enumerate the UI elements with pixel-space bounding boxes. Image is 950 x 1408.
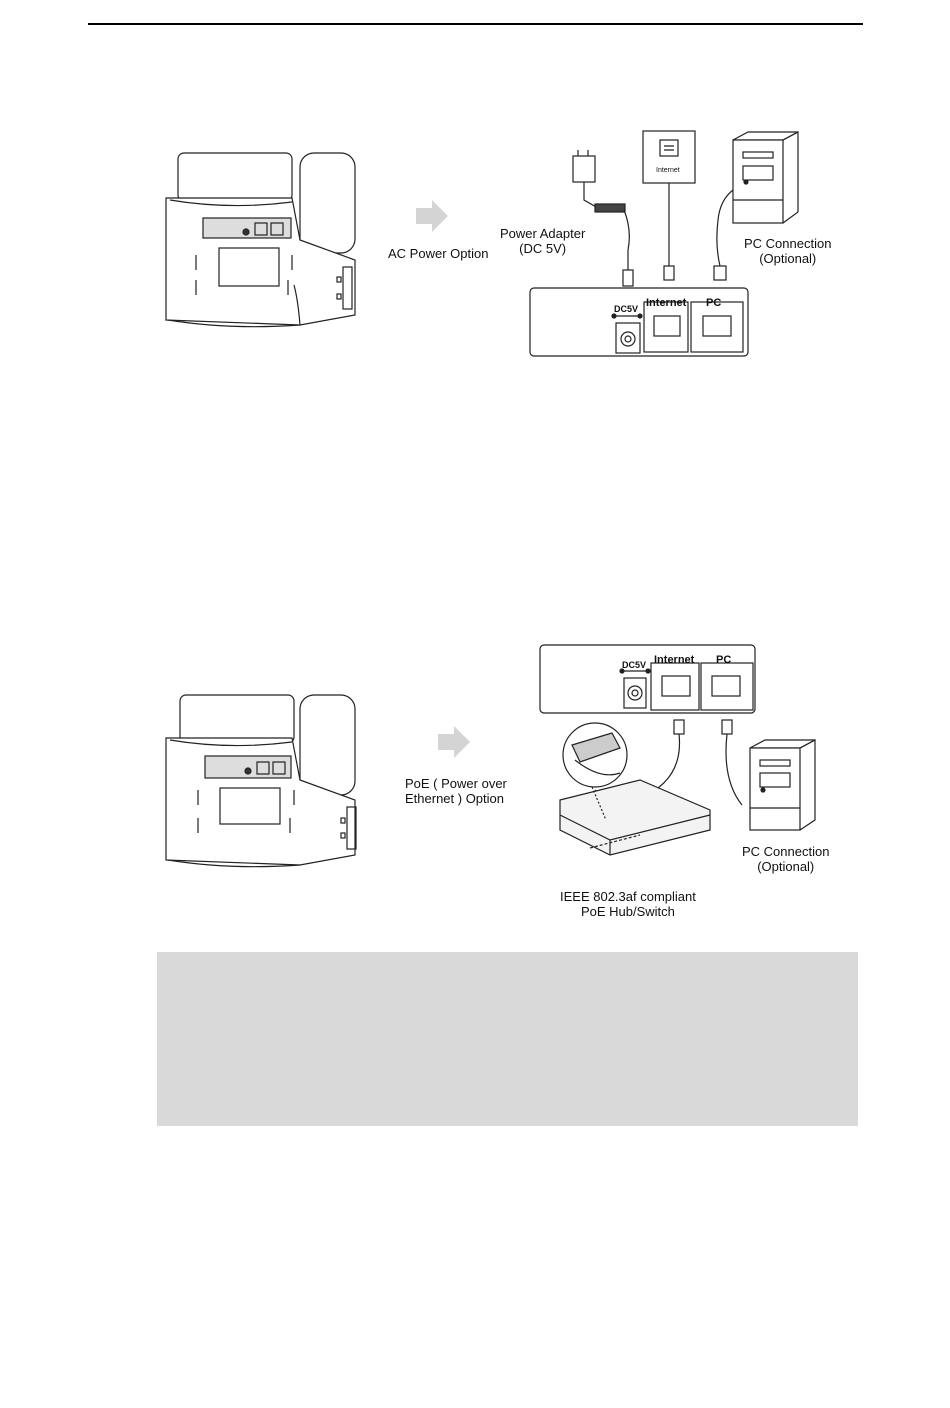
right-arrow-icon — [416, 200, 448, 232]
power-adapter-label: Power Adapter (DC 5V) — [500, 226, 586, 256]
internet-port-label: Internet — [646, 297, 687, 309]
phone-back-illustration — [166, 153, 355, 327]
pc-connection-label: PC Connection (Optional) — [742, 844, 830, 874]
dc-port-label: DC5V — [614, 304, 639, 314]
figure-poe — [0, 630, 950, 930]
note-text — [157, 952, 858, 984]
computer-icon — [750, 740, 815, 830]
header-rule — [88, 23, 863, 25]
poe-switch-label: IEEE 802.3af compliant PoE Hub/Switch — [560, 889, 696, 919]
ac-power-option-label: AC Power Option — [388, 246, 489, 261]
wall-jack-icon — [643, 131, 695, 280]
figure-ac-power — [0, 120, 950, 390]
wall-jack-label: Internet — [656, 167, 680, 174]
right-arrow-icon — [438, 726, 470, 758]
power-adapter-icon — [573, 150, 633, 286]
phone-back-illustration — [166, 695, 356, 867]
poe-switch-icon — [560, 723, 710, 855]
poe-option-label: PoE ( Power over Ethernet ) Option — [405, 776, 507, 806]
dc-port-label: DC5V — [622, 660, 647, 670]
internet-port-label: Internet — [654, 654, 695, 666]
pc-port-label: PC — [706, 297, 722, 309]
pc-connection-label: PC Connection (Optional) — [744, 236, 832, 266]
note-box — [157, 952, 858, 1126]
phone-port-strip — [205, 756, 291, 778]
pc-port-label: PC — [716, 654, 732, 666]
